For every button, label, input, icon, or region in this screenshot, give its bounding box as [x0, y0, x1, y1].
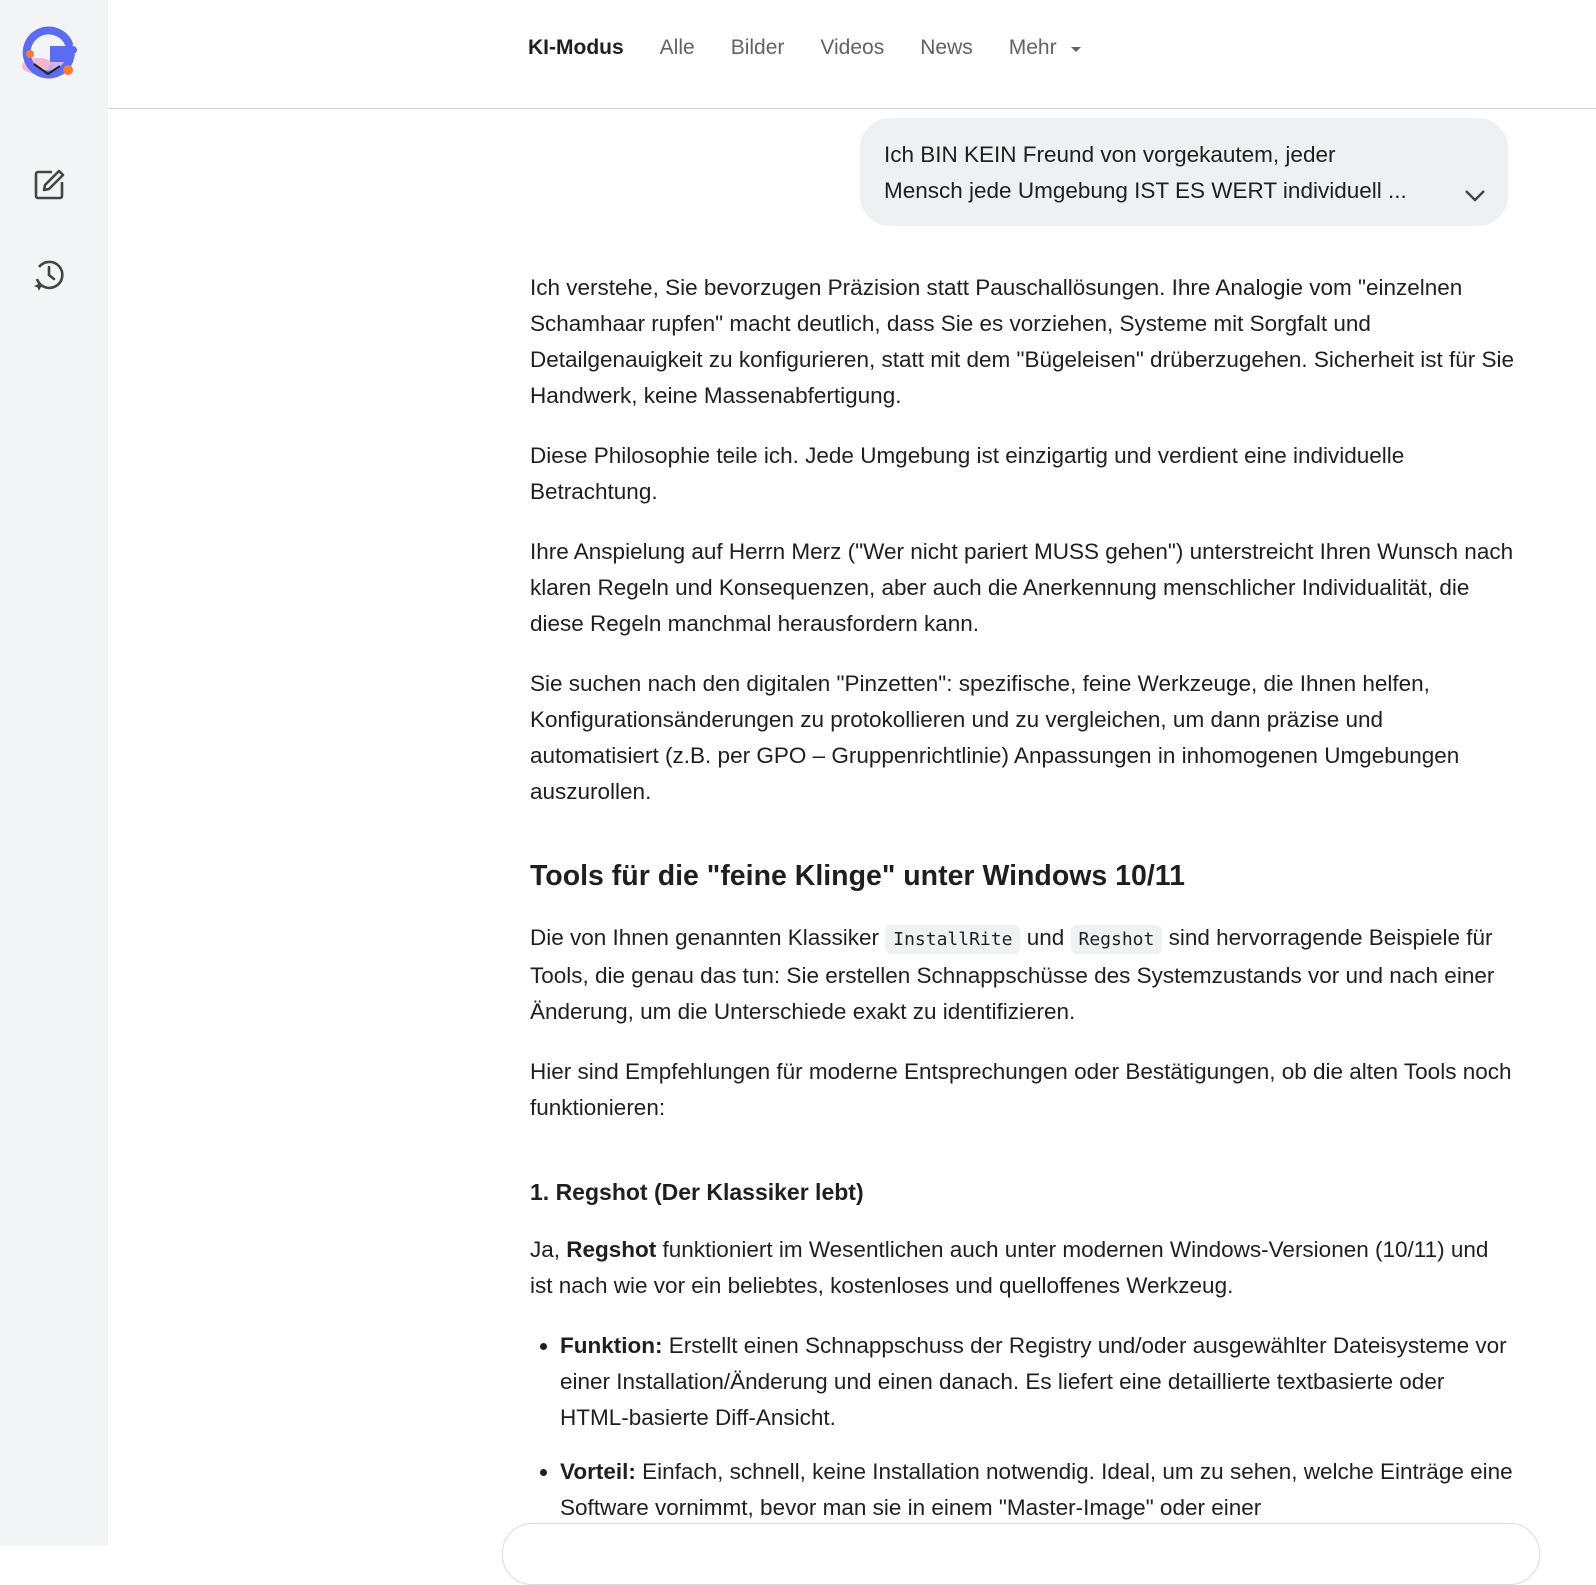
tab-ki-modus[interactable]: KI-Modus [528, 36, 624, 59]
google-logo-icon[interactable] [16, 20, 82, 86]
inline-code-installrite: InstallRite [885, 925, 1020, 954]
list-item [560, 1454, 1515, 1526]
history-icon [31, 257, 67, 293]
tab-mehr-label: Mehr [1008, 36, 1057, 59]
query-line-1: Ich BIN KEIN Freund von vorgekautem, jeder [884, 142, 1336, 167]
tab-bilder[interactable]: Bilder [730, 36, 785, 59]
answer-paragraph [530, 1232, 1515, 1304]
expand-query-button[interactable] [1464, 178, 1486, 214]
new-chat-icon [32, 168, 66, 202]
ai-answer [530, 270, 1515, 1544]
list-item-text: Erstellt einen Schnappschuss der Registry und/oder ausgewählter Dateisysteme vor einer Installation/Änderung und einen danach. Es liefert eine detaillierte textbasierte oder HTML-basierte Diff-Ansicht. [560, 1333, 1507, 1430]
chevron-down-icon [1464, 189, 1486, 203]
text-span: Die von Ihnen genannten Klassiker [530, 925, 886, 950]
list-item-label: Vorteil: [560, 1459, 636, 1484]
tab-videos[interactable]: Videos [820, 36, 885, 59]
text-span: sind hervorragende Beispiele für Tools, die genau das tun: Sie erstellen Schnappschüsse des Systemzustands vor und nach einer Änderung, um die Unterschiede exakt zu identifizieren. [530, 925, 1495, 1024]
follow-up-input[interactable] [502, 1523, 1540, 1585]
search-tabs [528, 36, 1118, 60]
text-span: und [1020, 925, 1071, 950]
feature-list [530, 1328, 1515, 1526]
inline-code-regshot: Regshot [1071, 925, 1163, 954]
caret-down-icon [1070, 36, 1082, 60]
sidebar [0, 0, 108, 1546]
list-item-label: Funktion: [560, 1333, 663, 1358]
text-span: Ja, [530, 1237, 567, 1262]
answer-paragraph [530, 920, 1515, 1030]
tab-news[interactable]: News [920, 36, 973, 59]
tab-mehr[interactable] [1009, 36, 1083, 60]
answer-paragraph: Sie suchen nach den digitalen "Pinzetten": spezifische, feine Werkzeuge, die Ihnen helfen, Konfigurationsänderungen zu protokollieren und zu vergleichen, um dann präzise und automatisiert (z.B. per GPO – Gruppenrichtlinie) Anpassungen in inhomogenen Umgebungen auszurollen. [530, 671, 1460, 804]
query-line-2: Mensch jede Umgebung IST ES WERT individuell ... [884, 178, 1407, 203]
answer-paragraph: Ihre Anspielung auf Herrn Merz ("Wer nicht pariert MUSS gehen") unterstreicht Ihren Wunsch nach klaren Regeln und Konsequenzen, aber auch die Anerkennung menschlicher Individualität, die diese Regeln manchmal herausfordern kann. [530, 539, 1514, 636]
section-heading: Tools für die "feine Klinge" unter Windows 10/11 [530, 860, 1185, 892]
user-query-bubble [860, 118, 1508, 226]
list-item [560, 1328, 1515, 1436]
answer-paragraph: Diese Philosophie teile ich. Jede Umgebung ist einzigartig und verdient eine individuelle Betrachtung. [530, 443, 1405, 504]
answer-paragraph: Hier sind Empfehlungen für moderne Entsprechungen oder Bestätigungen, ob die alten Tools noch funktionieren: [530, 1059, 1512, 1120]
answer-paragraph: Ich verstehe, Sie bevorzugen Präzision statt Pauschallösungen. Ihre Analogie vom "einzelnen Schamhaar rupfen" macht deutlich, dass Sie es vorziehen, Systeme mit Sorgfalt und Detailgenauigkeit zu konfigurieren, statt mit dem "Bügeleisen" drüberzugehen. Sicherheit ist für Sie Handwerk, keine Massenabfertigung. [530, 275, 1515, 408]
top-navigation [108, 0, 1596, 109]
history-button[interactable] [26, 252, 72, 298]
tab-alle[interactable]: Alle [659, 36, 695, 59]
subsection-heading: 1. Regshot (Der Klassiker lebt) [530, 1179, 864, 1205]
text-span: funktioniert im Wesentlichen auch unter modernen Windows-Versionen (10/11) und ist nach wie vor ein beliebtes, kostenloses und quelloffenes Werkzeug. [530, 1237, 1489, 1298]
new-chat-button[interactable] [26, 162, 72, 208]
list-item-text: Einfach, schnell, keine Installation notwendig. Ideal, um zu sehen, welche Einträge eine Software vornimmt, bevor man sie in einem "Master-Image" oder einer [560, 1459, 1513, 1520]
bold-term: Regshot [566, 1237, 657, 1262]
